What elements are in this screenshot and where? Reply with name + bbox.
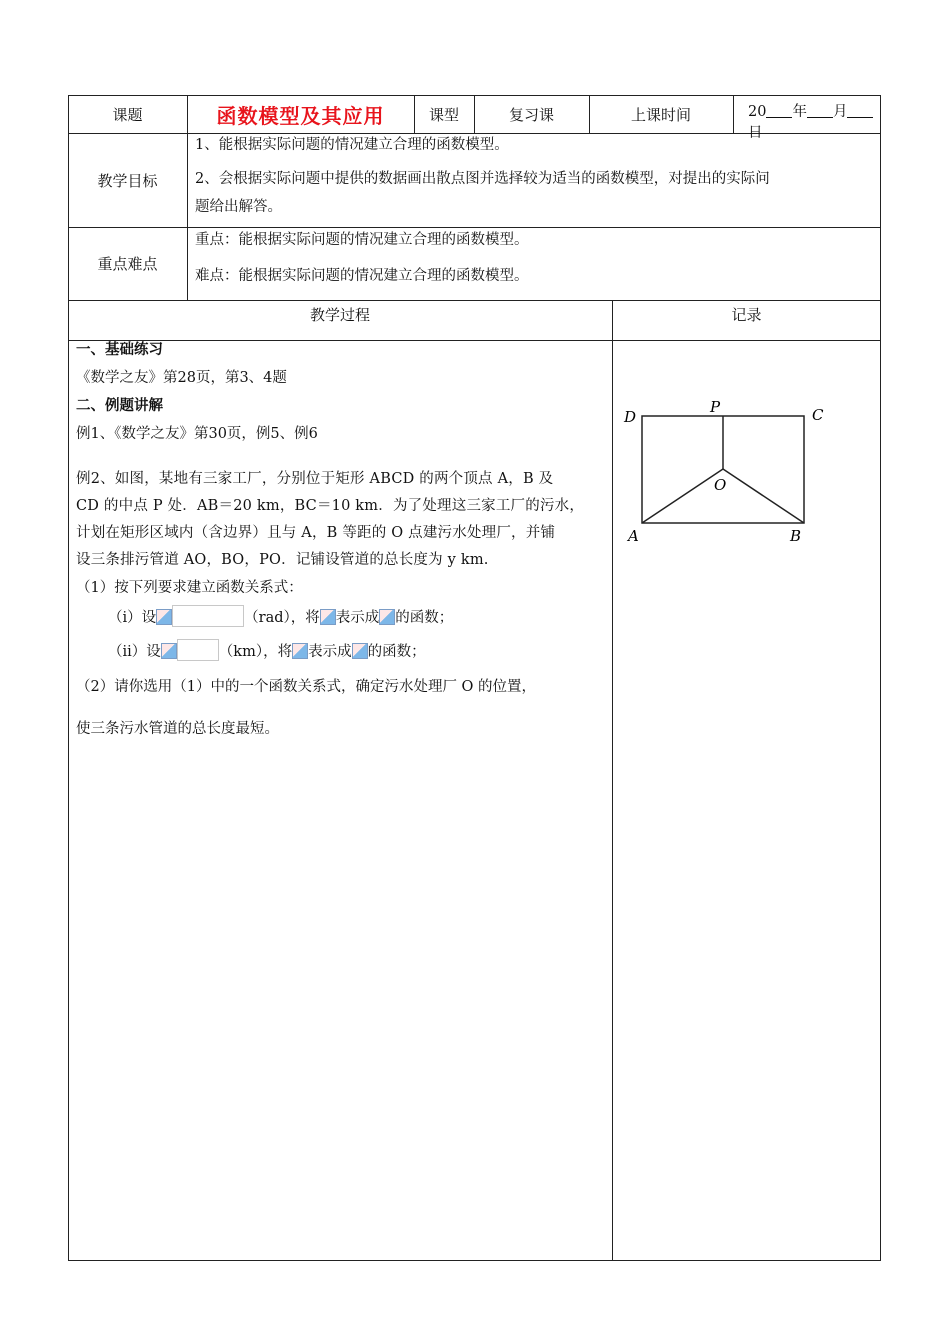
column-divider	[733, 95, 734, 133]
goals-label: 教学目标	[97, 171, 158, 190]
goal-item: 1、能根据实际问题的情况建立合理的函数模型。	[195, 137, 509, 153]
date-blank	[766, 103, 792, 118]
section-examples: 二、例题讲解	[76, 397, 163, 414]
question-2-line: 使三条污水管道的总长度最短。	[76, 721, 279, 737]
question-1-i	[108, 604, 453, 632]
lesson-type-label: 课型	[428, 105, 459, 124]
process-header: 教学过程	[309, 305, 370, 324]
broken-image-icon	[161, 643, 177, 659]
broken-image-icon	[320, 609, 336, 625]
example-1: 例1、《数学之友》第30页，例5、例6	[76, 426, 318, 442]
basic-practice-text: 《数学之友》第28页，第3、4题	[76, 370, 287, 386]
example-2-line: 计划在矩形区域内（含边界）且与 A，B 等距的 O 点建污水处理厂，并铺	[76, 525, 556, 541]
label-p: P	[710, 398, 721, 416]
q1i-suffix: 的函数；	[395, 610, 454, 626]
difficult-point: 难点：能根据实际问题的情况建立合理的函数模型。	[195, 268, 529, 284]
key-points-label: 重点难点	[97, 255, 158, 273]
date-month: 月	[832, 104, 848, 120]
q1ii-unit: （km），将	[218, 644, 293, 660]
label-b: B	[790, 527, 802, 545]
rectangle-abcd-figure	[618, 392, 833, 552]
answer-blank	[172, 605, 244, 627]
goal-item: 2、会根据实际问题中提供的数据画出散点图并选择较为适当的函数模型，对提出的实际问	[195, 171, 770, 187]
example-2-line: 例2、如图，某地有三家工厂，分别位于矩形 ABCD 的两个顶点 A，B 及	[76, 471, 554, 487]
question-1-ii	[108, 638, 426, 666]
q1i-mid: 表示成	[335, 610, 380, 626]
date-blank	[847, 103, 873, 118]
q1ii-suffix: 的函数；	[367, 644, 426, 660]
class-date	[748, 100, 878, 141]
label-o: O	[714, 476, 727, 494]
question-2-line: （2）请你选用（1）中的一个函数关系式，确定污水处理厂 O 的位置，	[76, 679, 537, 695]
date-year: 年	[792, 104, 807, 120]
date-blank	[807, 103, 833, 118]
key-point: 重点：能根据实际问题的情况建立合理的函数模型。	[195, 232, 529, 248]
q1ii-prefix: （ii）设	[108, 644, 161, 660]
broken-image-icon	[292, 643, 308, 659]
date-prefix: 20	[748, 104, 767, 120]
label-d: D	[624, 408, 637, 426]
label-a: A	[628, 527, 639, 545]
date-day: 日	[748, 125, 763, 141]
answer-blank	[177, 639, 219, 661]
pipe-ao	[642, 469, 723, 523]
lesson-type-value: 复习课	[508, 105, 554, 124]
goal-item: 题给出解答。	[195, 199, 282, 215]
broken-image-icon	[379, 609, 395, 625]
question-1: （1）按下列要求建立函数关系式：	[76, 580, 303, 596]
example-2-line: 设三条排污管道 AO，BO，PO．记铺设管道的总长度为 y km.	[76, 552, 489, 568]
topic-label: 课题	[112, 105, 143, 124]
q1i-prefix: （i）设	[108, 610, 157, 626]
pipe-bo	[723, 469, 804, 523]
broken-image-icon	[156, 609, 172, 625]
label-c: C	[812, 406, 824, 424]
q1ii-mid: 表示成	[308, 644, 352, 660]
column-divider	[612, 300, 613, 1261]
lesson-title: 函数模型及其应用	[216, 103, 385, 128]
record-header: 记录	[731, 305, 762, 324]
example-2-line: CD 的中点 P 处．AB＝20 km，BC＝10 km．为了处理这三家工厂的污水，	[76, 498, 585, 514]
broken-image-icon	[352, 643, 368, 659]
section-basic-practice: 一、基础练习	[76, 341, 163, 358]
row-divider	[68, 340, 881, 341]
class-time-label: 上课时间	[630, 105, 691, 124]
q1i-unit: （rad），将	[244, 610, 320, 626]
